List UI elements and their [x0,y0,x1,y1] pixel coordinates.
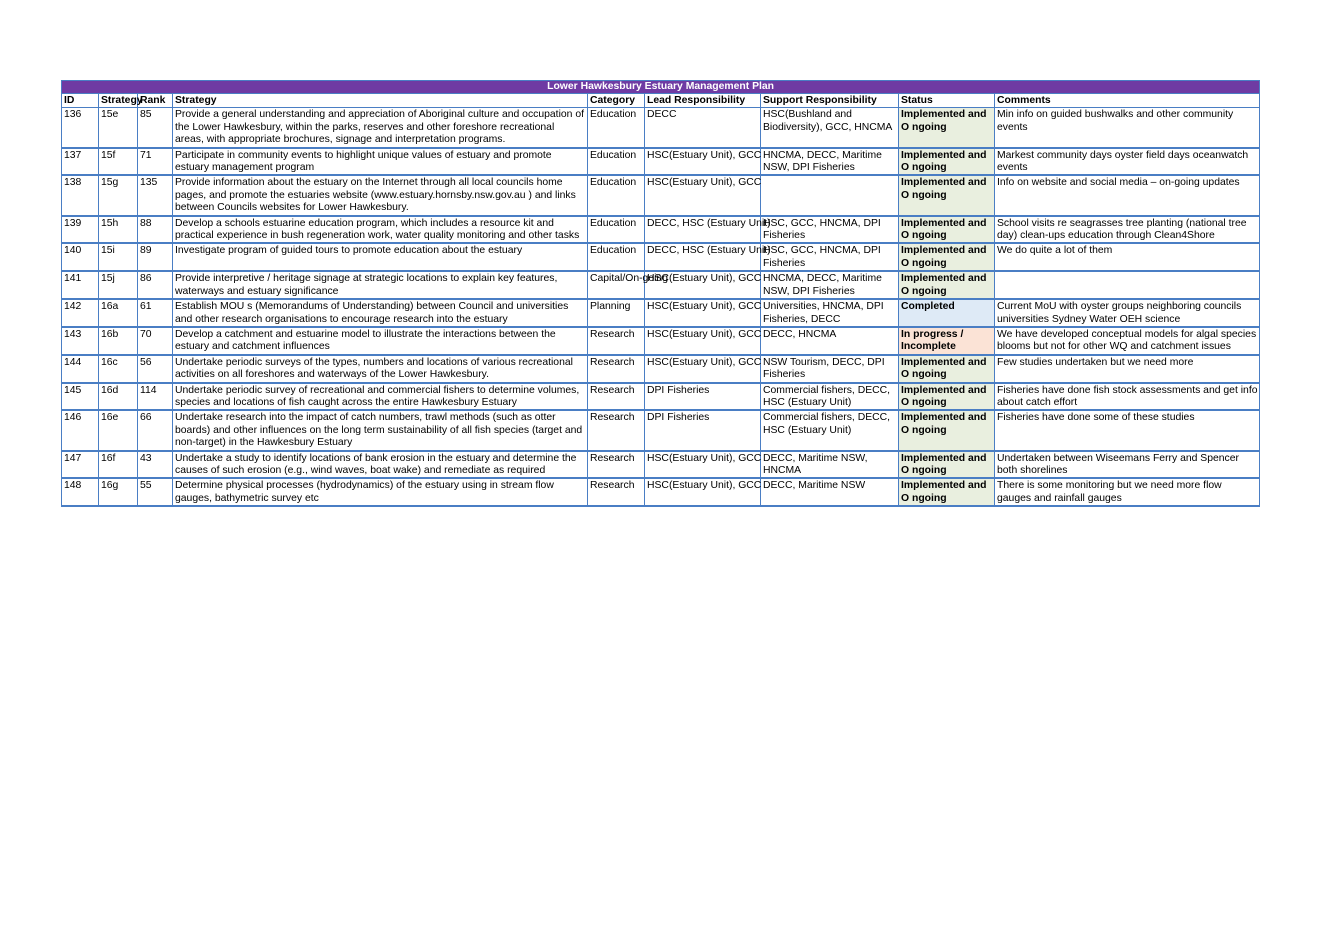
cell-support-responsibility[interactable]: Commercial fishers, DECC, HSC (Estuary Unit) [761,383,899,411]
table-row [62,299,1260,327]
cell-status[interactable]: Implemented and O ngoing [899,243,995,271]
cell-support-responsibility[interactable]: HNCMA, DECC, Maritime NSW, DPI Fisheries [761,148,899,176]
cell-strategy[interactable]: Provide a general understanding and appreciation of Aboriginal culture and occupation of the Lower Hawkesbury, within the parks, reserves and other foreshore recreational areas, with appropriate brochures, signage and interpretation programs. [173,108,588,148]
cell-status[interactable]: Implemented and O ngoing [899,383,995,411]
cell-strategy-number[interactable]: 15g [99,175,138,215]
cell-category[interactable]: Education [588,216,645,244]
cell-comments[interactable]: Undertaken between Wiseemans Ferry and Spencer both shorelines [995,451,1260,479]
cell-support-responsibility[interactable]: Universities, HNCMA, DPI Fisheries, DECC [761,299,899,327]
cell-lead-responsibility[interactable]: HSC(Estuary Unit), GCC [645,271,761,299]
column-header-lead-responsibility: Lead Responsibility [645,94,761,108]
table-row [62,271,1260,299]
cell-status[interactable]: Implemented and O ngoing [899,148,995,176]
cell-strategy-number[interactable]: 16c [99,355,138,383]
table-row [62,383,1260,411]
table-row [62,216,1260,244]
cell-strategy-number[interactable]: 15j [99,271,138,299]
cell-lead-responsibility[interactable]: HSC(Estuary Unit), GCC [645,478,761,506]
cell-rank[interactable]: 70 [138,327,173,355]
cell-category[interactable]: Education [588,175,645,215]
table-row [62,327,1260,355]
cell-comments[interactable]: Markest community days oyster field days oceanwatch events [995,148,1260,176]
cell-strategy[interactable]: Undertake research into the impact of catch numbers, trawl methods (such as otter boards) and other influences on the long term sustainability of all fish species (target and non-target) in the Hawkesbury Estuary [173,410,588,450]
cell-support-responsibility[interactable]: HSC, GCC, HNCMA, DPI Fisheries [761,216,899,244]
cell-rank[interactable]: 71 [138,148,173,176]
cell-status[interactable]: Implemented and O ngoing [899,216,995,244]
cell-id[interactable]: 136 [62,108,99,148]
cell-id[interactable]: 144 [62,355,99,383]
cell-support-responsibility[interactable]: HNCMA, DECC, Maritime NSW, DPI Fisheries [761,271,899,299]
cell-category[interactable]: Research [588,327,645,355]
table-row [62,355,1260,383]
cell-strategy-number[interactable]: 15i [99,243,138,271]
cell-comments[interactable]: We have developed conceptual models for algal species blooms but not for other WQ and catchment issues [995,327,1260,355]
cell-category[interactable]: Capital/On-going [588,271,645,299]
cell-strategy-number[interactable]: 16d [99,383,138,411]
cell-support-responsibility[interactable]: HSC, GCC, HNCMA, DPI Fisheries [761,243,899,271]
cell-support-responsibility[interactable]: NSW Tourism, DECC, DPI Fisheries [761,355,899,383]
cell-strategy[interactable]: Participate in community events to highlight unique values of estuary and promote estuary management program [173,148,588,176]
cell-id[interactable]: 139 [62,216,99,244]
cell-id[interactable]: 147 [62,451,99,479]
cell-strategy-number[interactable]: 16b [99,327,138,355]
cell-strategy-number[interactable]: 16f [99,451,138,479]
cell-strategy[interactable]: Develop a schools estuarine education program, which includes a resource kit and practical experience in bush regeneration work, water quality monitoring and other tasks [173,216,588,244]
table-row [62,451,1260,479]
cell-rank[interactable]: 135 [138,175,173,215]
cell-category[interactable]: Research [588,478,645,506]
cell-strategy-number[interactable]: 16a [99,299,138,327]
cell-status[interactable]: Implemented and O ngoing [899,355,995,383]
cell-rank[interactable]: 66 [138,410,173,450]
cell-id[interactable]: 145 [62,383,99,411]
cell-id[interactable]: 146 [62,410,99,450]
cell-status[interactable]: Implemented and O ngoing [899,108,995,148]
table-row [62,410,1260,450]
cell-rank[interactable]: 61 [138,299,173,327]
cell-rank[interactable]: 89 [138,243,173,271]
cell-lead-responsibility[interactable]: HSC(Estuary Unit), GCC [645,451,761,479]
column-header-rank: Rank [138,94,173,108]
cell-support-responsibility[interactable]: DECC, Maritime NSW [761,478,899,506]
column-header-category: Category [588,94,645,108]
cell-status[interactable]: Implemented and O ngoing [899,451,995,479]
spreadsheet-sheet [61,80,1259,507]
cell-comments[interactable]: Few studies undertaken but we need more [995,355,1260,383]
cell-lead-responsibility[interactable]: HSC(Estuary Unit), GCC [645,327,761,355]
cell-category[interactable]: Education [588,243,645,271]
cell-comments[interactable] [995,271,1260,299]
cell-rank[interactable]: 114 [138,383,173,411]
cell-status[interactable]: Implemented and O ngoing [899,175,995,215]
cell-status[interactable]: In progress / Incomplete [899,327,995,355]
cell-status[interactable]: Implemented and O ngoing [899,478,995,506]
cell-id[interactable]: 142 [62,299,99,327]
cell-id[interactable]: 141 [62,271,99,299]
cell-comments[interactable]: Current MoU with oyster groups neighboring councils universities Sydney Water OEH science [995,299,1260,327]
table-row [62,478,1260,506]
cell-category[interactable]: Research [588,355,645,383]
cell-comments[interactable]: Fisheries have done some of these studies [995,410,1260,450]
cell-lead-responsibility[interactable]: HSC(Estuary Unit), GCC [645,299,761,327]
cell-rank[interactable]: 56 [138,355,173,383]
cell-status[interactable]: Implemented and O ngoing [899,271,995,299]
cell-strategy-number[interactable]: 15e [99,108,138,148]
cell-support-responsibility[interactable] [761,175,899,215]
cell-category[interactable]: Education [588,148,645,176]
cell-support-responsibility[interactable]: DECC, Maritime NSW, HNCMA [761,451,899,479]
cell-comments[interactable]: Min info on guided bushwalks and other community events [995,108,1260,148]
cell-id[interactable]: 140 [62,243,99,271]
cell-comments[interactable]: Fisheries have done fish stock assessments and get info about catch effort [995,383,1260,411]
cell-strategy[interactable]: Establish MOU s (Memorandums of Understanding) between Council and universities and other research organisations to encourage research into the estuary [173,299,588,327]
cell-comments[interactable]: There is some monitoring but we need more flow gauges and rainfall gauges [995,478,1260,506]
cell-lead-responsibility[interactable]: DECC [645,108,761,148]
cell-strategy[interactable]: Undertake a study to identify locations of bank erosion in the estuary and determine the causes of such erosion (e.g., wind waves, boat wake) and remediate as required [173,451,588,479]
cell-lead-responsibility[interactable]: DECC, HSC (Estuary Unit) [645,216,761,244]
column-header-comments: Comments [995,94,1260,108]
column-header-support-responsibility: Support Responsibility [761,94,899,108]
cell-id[interactable]: 148 [62,478,99,506]
cell-category[interactable]: Research [588,451,645,479]
cell-comments[interactable]: We do quite a lot of them [995,243,1260,271]
cell-rank[interactable]: 88 [138,216,173,244]
cell-category[interactable]: Research [588,410,645,450]
column-header-strategy: Strategy [173,94,588,108]
table-title: Lower Hawkesbury Estuary Management Plan [62,81,1260,94]
cell-comments[interactable]: School visits re seagrasses tree planting (national tree day) clean-ups education through Clean4Shore [995,216,1260,244]
cell-strategy-number[interactable]: 16e [99,410,138,450]
cell-strategy-number[interactable]: 15f [99,148,138,176]
column-header-id: ID [62,94,99,108]
table-row [62,175,1260,215]
cell-status[interactable]: Implemented and O ngoing [899,410,995,450]
cell-status[interactable]: Completed [899,299,995,327]
cell-support-responsibility[interactable]: Commercial fishers, DECC, HSC (Estuary Unit) [761,410,899,450]
cell-lead-responsibility[interactable]: HSC(Estuary Unit), GCC [645,175,761,215]
cell-support-responsibility[interactable]: HSC(Bushland and Biodiversity), GCC, HNCMA [761,108,899,148]
cell-strategy[interactable]: Provide interpretive / heritage signage at strategic locations to explain key features, waterways and estuary significance [173,271,588,299]
cell-strategy[interactable]: Determine physical processes (hydrodynamics) of the estuary using in stream flow gauges, bathymetric survey etc [173,478,588,506]
cell-category[interactable]: Planning [588,299,645,327]
cell-strategy[interactable]: Investigate program of guided tours to promote education about the estuary [173,243,588,271]
estuary-plan-table [61,80,1260,507]
cell-rank[interactable]: 55 [138,478,173,506]
cell-id[interactable]: 137 [62,148,99,176]
cell-rank[interactable]: 85 [138,108,173,148]
cell-comments[interactable]: Info on website and social media – on-going updates [995,175,1260,215]
cell-lead-responsibility[interactable]: DPI Fisheries [645,410,761,450]
cell-strategy[interactable]: Undertake periodic survey of recreational and commercial fishers to determine volumes, species and locations of fish caught across the entire Hawkesbury Estuary [173,383,588,411]
cell-strategy-number[interactable]: 15h [99,216,138,244]
cell-lead-responsibility[interactable]: DECC, HSC (Estuary Unit) [645,243,761,271]
cell-strategy[interactable]: Develop a catchment and estuarine model to illustrate the interactions between the estuary and catchment influences [173,327,588,355]
table-row [62,108,1260,148]
cell-lead-responsibility[interactable]: DPI Fisheries [645,383,761,411]
table-row [62,148,1260,176]
cell-strategy[interactable]: Provide information about the estuary on the Internet through all local councils home pages, and promote the estuaries website (www.estuary.hornsby.nsw.gov.au ) and links between Councils websites for Lower Hawkesbury. [173,175,588,215]
cell-id[interactable]: 138 [62,175,99,215]
cell-category[interactable]: Education [588,108,645,148]
cell-support-responsibility[interactable]: DECC, HNCMA [761,327,899,355]
cell-id[interactable]: 143 [62,327,99,355]
cell-rank[interactable]: 86 [138,271,173,299]
cell-rank[interactable]: 43 [138,451,173,479]
table-row [62,243,1260,271]
cell-lead-responsibility[interactable]: HSC(Estuary Unit), GCC [645,355,761,383]
cell-strategy-number[interactable]: 16g [99,478,138,506]
column-header-strategy-number: Strategy [99,94,138,108]
cell-lead-responsibility[interactable]: HSC(Estuary Unit), GCC [645,148,761,176]
column-header-status: Status [899,94,995,108]
cell-category[interactable]: Research [588,383,645,411]
cell-strategy[interactable]: Undertake periodic surveys of the types, numbers and locations of various recreational activities on all foreshores and waterways of the Lower Hawkesbury. [173,355,588,383]
